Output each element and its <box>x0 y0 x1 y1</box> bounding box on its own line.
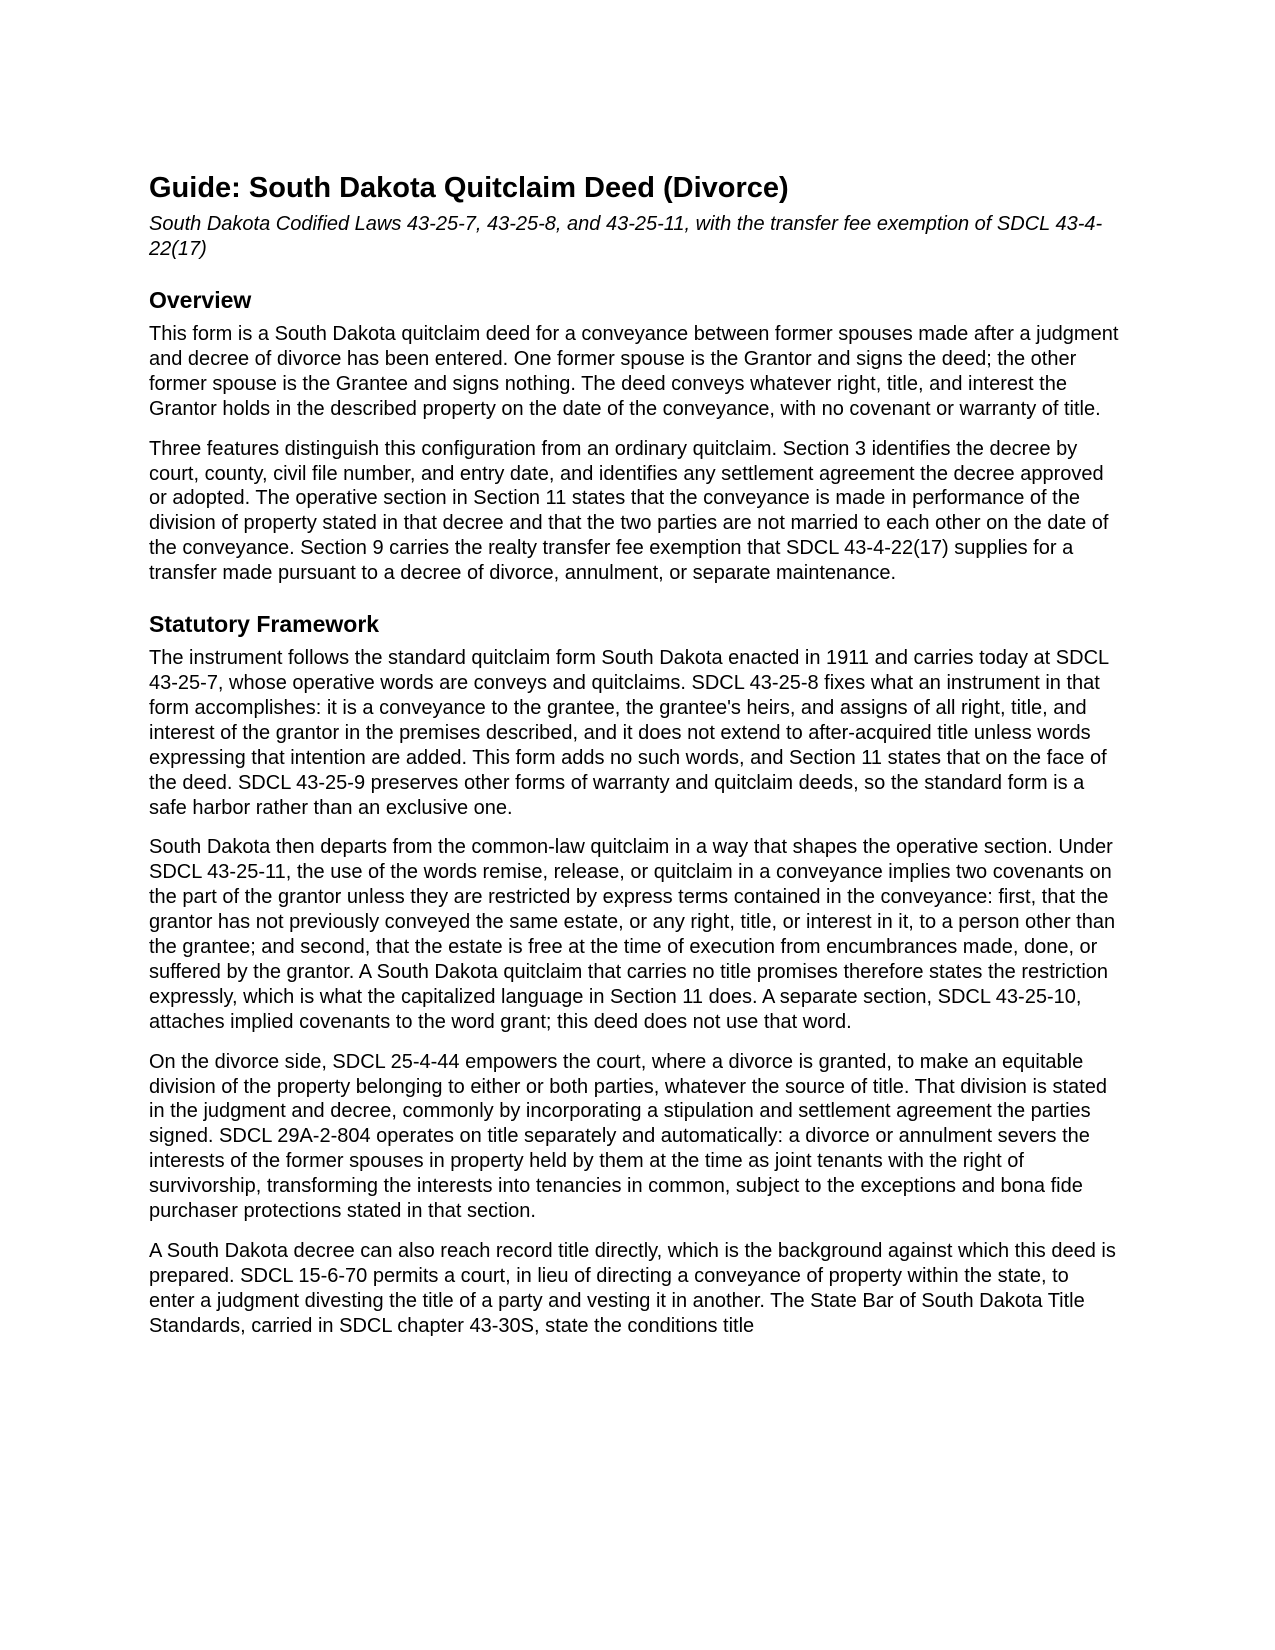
document-title: Guide: South Dakota Quitclaim Deed (Divorce) <box>149 172 789 204</box>
document-subtitle: South Dakota Codified Laws 43-25-7, 43-25-8, and 43-25-11, with the transfer fee exemption of SDCL 43-4-22(17) <box>149 213 1103 260</box>
paragraph: This form is a South Dakota quitclaim deed for a conveyance between former spouses made after a judgment and decree of divorce has been entered. One former spouse is the Grantor and signs the deed; the other former spouse is the Grantee and signs nothing. The deed conveys whatever right, title, and interest the Grantor holds in the described property on the date of the conveyance, with no covenant or warranty of title. <box>149 323 1119 420</box>
paragraph: The instrument follows the standard quitclaim form South Dakota enacted in 1911 and carries today at SDCL 43-25-7, whose operative words are conveys and quitclaims. SDCL 43-25-8 fixes what an instrument in that form accomplishes: it is a conveyance to the grantee, the grantee's heirs, and assigns of all right, title, and interest of the grantor in the premises described, and it does not extend to after-acquired title unless words expressing that intention are added. This form adds no such words, and Section 11 states that on the face of the deed. SDCL 43-25-9 preserves other forms of warranty and quitclaim deeds, so the standard form is a safe harbor rather than an exclusive one. <box>149 647 1109 819</box>
document-page <box>149 170 1119 1339</box>
paragraph: A South Dakota decree can also reach record title directly, which is the background against which this deed is prepared. SDCL 15-6-70 permits a court, in lieu of directing a conveyance of property within the state, to enter a judgment divesting the title of a party and vesting it in another. The State Bar of South Dakota Title Standards, carried in SDCL chapter 43-30S, state the conditions title <box>149 1240 1116 1337</box>
paragraph: On the divorce side, SDCL 25-4-44 empowers the court, where a divorce is granted, to make an equitable division of the property belonging to either or both parties, whatever the source of title. That division is stated in the judgment and decree, commonly by incorporating a stipulation and settlement agreement the parties signed. SDCL 29A-2-804 operates on title separately and automatically: a divorce or annulment severs the interests of the former spouses in property held by them at the time as joint tenants with the right of survivorship, transforming the interests into tenancies in common, subject to the exceptions and bona fide purchaser protections stated in that section. <box>149 1050 1107 1223</box>
paragraph: Three features distinguish this configuration from an ordinary quitclaim. Section 3 identifies the decree by court, county, civil file number, and entry date, and identifies any settlement agreement the decree approved or adopted. The operative section in Section 11 states that the conveyance is made in performance of the division of property stated in that decree and that the two parties are not married to each other on the date of the conveyance. Section 9 carries the realty transfer fee exemption that SDCL 43-4-22(17) supplies for a transfer made pursuant to a decree of divorce, annulment, or separate maintenance. <box>149 437 1109 585</box>
section-heading: Statutory Framework <box>149 611 380 638</box>
section-overview <box>149 285 1119 586</box>
section-heading: Overview <box>149 287 252 313</box>
section-statutory-framework <box>149 609 1119 1339</box>
paragraph: South Dakota then departs from the common-law quitclaim in a way that shapes the operative section. Under SDCL 43-25-11, the use of the words remise, release, or quitclaim in a conveyance implies two covenants on the part of the grantor unless they are restricted by express terms contained in the conveyance: first, that the grantor has not previously conveyed the same estate, or any right, title, or interest in it, to a person other than the grantee; and second, that the estate is free at the time of execution from encumbrances made, done, or suffered by the grantor. A South Dakota quitclaim that carries no title promises therefore states the restriction expressly, which is what the capitalized language in Section 11 does. A separate section, SDCL 43-25-10, attaches implied covenants to the word grant; this deed does not use that word. <box>149 836 1116 1033</box>
